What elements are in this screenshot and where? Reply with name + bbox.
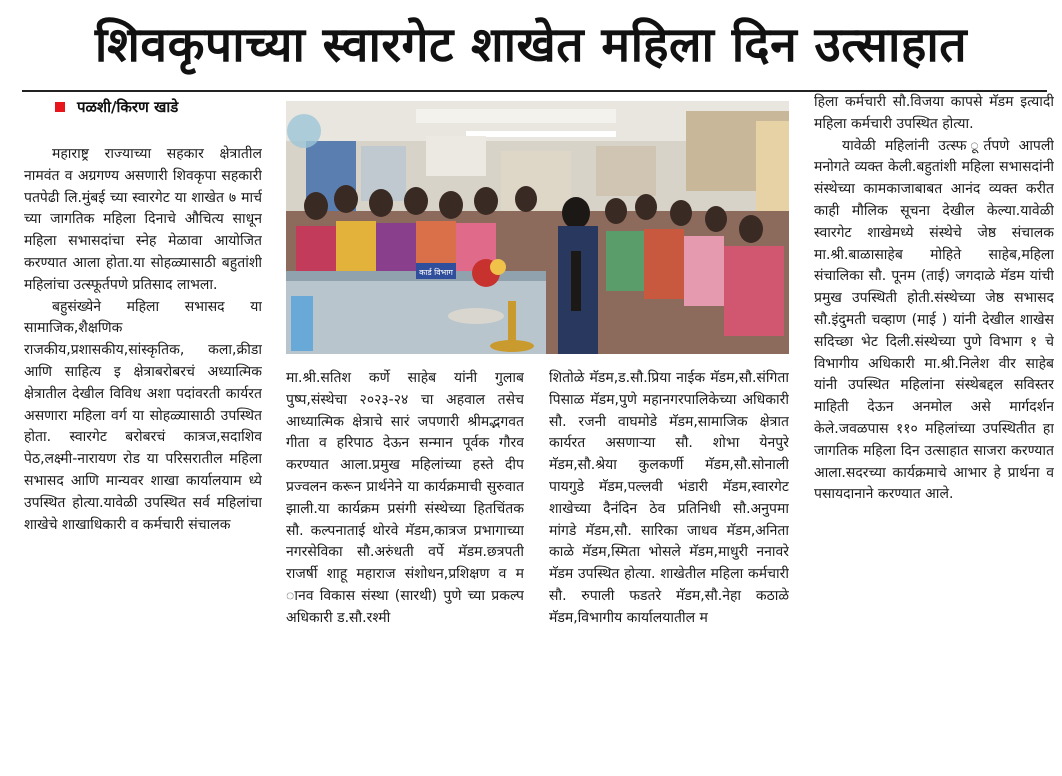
column-1-paragraph-2: बहुसंख्येने महिला सभासद या सामाजिक,शैक्षणिक राजकीय,प्रशासकीय,सांस्कृतिक, कला,क्रीडा आणि साहित्य इ क्षेत्राबरोबरचं अध्यात्मिक क्षेत्रातील देखील विविध अशा पदांवरती कार्यरत असणारा महिला वर्ग या सोहळ्यासाठी उपस्थित होता. स्वारगेट बरोबरचं कात्रज,सदाशिव पेठ,लक्ष्मी-नारायण रोड या परिसरातील महिला सभासद आणि मान्यवर शाखा कार्यालयाम ध्ये उपस्थित होत्या.यावेळी उपस्थित सर्व महिलांचा शाखेचे शाखाधिकारी व कर्मचारी संचालक (24, 298, 262, 533)
article-column-2 (286, 368, 524, 770)
column-4-paragraph-1: हिला कर्मचारी सौ.विजया कापसे मॅडम इत्यादी महिला कर्मचारी उपस्थित होत्या. (814, 94, 1054, 132)
byline (55, 96, 178, 118)
event-photo-image (286, 101, 789, 354)
article-column-1 (24, 144, 262, 770)
article-column-4 (814, 92, 1054, 772)
counter-sign-text: कार्ड विभाग (419, 268, 453, 277)
event-photo (286, 101, 789, 354)
byline-text: पळशी/किरण खाडे (77, 98, 179, 116)
article-column-3 (549, 368, 789, 770)
column-1-paragraph-1: महाराष्ट्र राज्याच्या सहकार क्षेत्रातील नामवंत व अग्रगण्य असणारी शिवकृपा सहकारी पतपेढी लि.मुंबई च्या स्वारगेट या शाखेत ७ मार्च च्या जागतिक महिला दिनाचे औचित्य साधून महिला सभासदांचा स्नेह मेळावा आयोजित करण्यात आला होता.या सोहळ्यासाठी बहुतांशी महिलांचा उत्स्फूर्तपणे प्रतिसाद लाभला. (24, 146, 262, 293)
column-2-paragraph: मा.श्री.सतिश कर्णे साहेब यांनी गुलाब पुष्प,संस्थेचा २०२३-२४ चा अहवाल तसेच आध्यात्मिक क्षेत्राचे सारं जपणारी श्रीमद्भगवत गीता व हरिपाठ देऊन सन्मान पूर्वक गौरव करण्यात आला.प्रमुख महिलांच्या हस्ते दीप प्रज्वलन करून प्रार्थनेने या कार्यक्रमाची सुरुवात झाली.या कार्यक्रम प्रसंगी संस्थेच्या हितचिंतक सौ. कल्पनाताई थोरवे मॅडम,कात्रज प्रभागाच्या नगरसेविका सौ.अरुंधती वर्पे मॅडम.छत्रपती राजर्षी शाहू महाराज संशोधन,प्रशिक्षण व म ानव विकास संस्था (सारथी) पुणे च्या प्रकल्प अधिकारी ड.सौ.रश्मी (286, 370, 524, 626)
column-4-paragraph-2: यावेळी महिलांनी उत्स्फ ूर्तपणे आपली मनोगते व्यक्त केली.बहुतांशी महिला सभासदांनी संस्थेच्या कामकाजाबाबत आनंद व्यक्त करीत काही मौलिक सूचना देखील केल्या.यावेळी स्वारगेट शाखेमध्ये संस्थेचे जेष्ठ संचालक मा.श्री.बाळासाहेब मोहिते साहेब,महिला संचालिका सौ. पूनम (ताई) जगदाळे मॅडम यांची प्रमुख उपस्थिती होती.संस्थेच्या जेष्ठ सभासद सौ.इंदुमती चव्हाण (माई ) यांनी देखील शाखेस सदिच्छा भेट दिली.संस्थेच्या पुणे विभाग १ चे विभागीय अधिकारी मा.श्री.निलेश वीर साहेब यांनी उपस्थित महिलांना संस्थेबद्दल सविस्तर माहिती देऊन अनमोल असे मार्गदर्शन केले.जवळपास ११० महिलांच्या उपस्थितीत हा जागतिक महिला दिन उत्साहात साजरा करण्यात आला.सदरच्या कार्यक्रमाचे आभार हे प्रार्थना व पसायदानाने करण्यात आले. (814, 137, 1054, 503)
byline-marker-icon (55, 102, 65, 112)
headline: शिवकृपाच्या स्वारगेट शाखेत महिला दिन उत्साहात (94, 17, 968, 73)
column-3-paragraph: शितोळे मॅडम,ड.सौ.प्रिया नाईक मॅडम,सौ.संगिता पिसाळ मॅडम,पुणे महानगरपालिकेच्या अधिकारी सौ. रजनी वाघमोडे मॅडम,सामाजिक क्षेत्रात कार्यरत असणाऱ्या सौ. शोभा येनपुरे मॅडम,सौ.श्रेया कुलकर्णी मॅडम,सौ.सोनाली पायगुडे मॅडम,पल्लवी भंडारी मॅडम,स्वारगेट शाखेच्या दैनंदिन ठेव प्रतिनिधी सौ.अनुपमा मांगडे मॅडम,सौ. सारिका जाधव मॅडम,अनिता काळे मॅडम,स्मिता भोसले मॅडम,माधुरी ननावरे मॅडम उपस्थित होत्या. शाखेतील महिला कर्मचारी सौ. रुपाली फडतरे मॅडम,सौ.नेहा कठाळे मॅडम,विभागीय कार्यालयातील म (549, 370, 789, 626)
